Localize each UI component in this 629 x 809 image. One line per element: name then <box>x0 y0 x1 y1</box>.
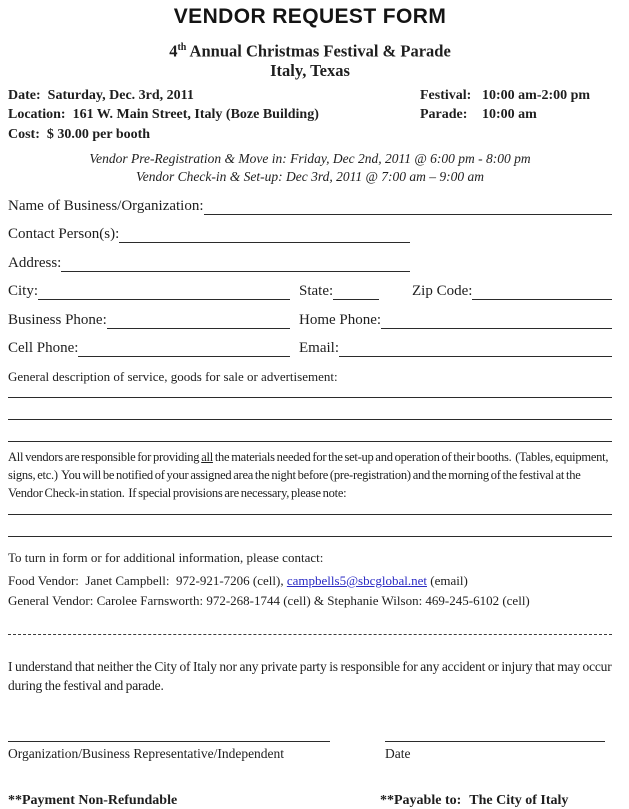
business-home-phone-row <box>8 311 612 329</box>
description-prompt: General description of service, goods for sale or advertisement: <box>8 369 338 384</box>
state-label: State: <box>299 283 334 299</box>
contact-intro: To turn in form or for additional information, please contact: <box>8 550 324 565</box>
cost-value: $ 30.00 per booth <box>46 126 151 142</box>
payable-to-label: **Payable to: <box>380 793 462 808</box>
checkin-line2: Vendor Check-in & Set-up: Dec 3rd, 2011 @ 7:00 am – 9:00 am <box>136 169 484 184</box>
city-field <box>8 283 290 300</box>
date-signature-label: Date <box>385 746 411 761</box>
liability-disclaimer: I understand that neither the City of Italy nor any private party is responsible for any accident or injury that may occur during the festival and parade. <box>8 659 612 693</box>
city-label: City: <box>8 283 39 299</box>
home-phone-label: Home Phone: <box>299 311 382 328</box>
paragraph-text-before: All vendors are responsible for providing <box>8 450 202 464</box>
representative-signature-block <box>8 741 330 762</box>
address-label: Address: <box>8 254 62 271</box>
preregistration-notes <box>8 150 612 186</box>
payment-nonrefundable-note: **Payment Non-Refundable <box>8 793 178 808</box>
representative-signature-label: Organization/Business Representative/Independent <box>8 746 285 761</box>
page-title: VENDOR REQUEST FORM <box>173 5 447 28</box>
preregistration-line1: Vendor Pre-Registration & Move in: Friday, Dec 2nd, 2011 @ 6:00 pm - 8:00 pm <box>89 151 531 166</box>
festival-value: 10:00 am-2:00 pm <box>482 87 591 103</box>
address-blank-line <box>61 258 410 272</box>
cost-line <box>8 125 420 145</box>
payable-to-value: The City of Italy <box>469 793 569 808</box>
dashed-separator <box>8 634 612 635</box>
zip-blank-line <box>472 286 612 300</box>
parade-time-line <box>420 105 612 125</box>
date-line <box>8 86 420 106</box>
email-blank-line <box>339 343 612 357</box>
zip-field <box>412 283 612 300</box>
address-row <box>8 254 410 272</box>
event-info-grid <box>8 86 612 145</box>
signature-section <box>8 741 612 762</box>
special-provisions-blank-line-1 <box>8 502 612 515</box>
city-blank-line <box>38 286 290 300</box>
cell-phone-field <box>8 340 290 357</box>
contact-person-blank-line <box>119 229 410 243</box>
home-phone-field <box>299 312 612 329</box>
description-blank-line-3 <box>8 420 612 442</box>
food-vendor-contact-line <box>8 571 612 591</box>
paragraph-text-after: the materials needed for the set-up and operation of their booths. (Tables, equipment, signs, etc.) You will be notified of your assigned area the night before (pre-registration) and the morning of the festival at the Vendor Check-in station. If special provisions are necessary, please note: <box>8 450 611 500</box>
business-name-blank-line <box>204 201 612 215</box>
description-blank-line-1 <box>8 385 612 398</box>
description-blank-line-2 <box>8 398 612 420</box>
state-blank-line <box>333 286 379 300</box>
business-phone-label: Business Phone: <box>8 311 107 328</box>
special-provisions-blank-line-2 <box>8 515 612 537</box>
location-line <box>8 105 420 125</box>
cell-phone-label: Cell Phone: <box>8 340 79 356</box>
subtitle-number: 4 <box>169 41 178 61</box>
underlined-word-all: all <box>201 450 213 464</box>
home-phone-blank-line <box>381 315 612 329</box>
email-field <box>299 340 612 357</box>
zip-label: Zip Code: <box>412 283 473 299</box>
footer-notes <box>8 793 612 809</box>
food-vendor-text-after: (email) <box>427 573 468 588</box>
date-label: Date: <box>8 87 41 103</box>
subtitle-ordinal-suffix: th <box>177 42 187 53</box>
cell-phone-email-row <box>8 339 612 357</box>
business-name-label: Name of Business/Organization: <box>8 197 204 214</box>
date-signature-block <box>385 741 605 762</box>
food-vendor-email-link[interactable]: campbells5@sbcglobal.net <box>286 573 427 588</box>
representative-signature-line <box>8 741 330 742</box>
event-location-subtitle: Italy, Texas <box>270 60 350 80</box>
festival-label: Festival: <box>420 87 472 103</box>
date-value: Saturday, Dec. 3rd, 2011 <box>47 87 194 103</box>
food-vendor-text: Food Vendor: Janet Campbell: 972-921-7206 (cell), <box>8 573 287 588</box>
location-value: 161 W. Main Street, Italy (Boze Building) <box>72 107 319 122</box>
contact-person-row <box>8 225 410 243</box>
general-vendor-contact-line: General Vendor: Carolee Farnsworth: 972-268-1744 (cell) & Stephanie Wilson: 469-245-6102 (cell) <box>8 592 530 608</box>
contact-person-label: Contact Person(s): <box>8 226 120 242</box>
payable-to-note <box>380 793 568 809</box>
business-phone-field <box>8 312 290 329</box>
parade-value: 10:00 am <box>482 107 537 122</box>
parade-label: Parade: <box>420 107 468 122</box>
city-state-zip-row <box>8 282 612 300</box>
cost-label: Cost: <box>8 126 40 142</box>
date-signature-line <box>385 741 605 742</box>
state-field <box>299 283 379 300</box>
email-label: Email: <box>299 340 339 356</box>
cell-phone-blank-line <box>78 343 290 357</box>
vendor-responsibility-paragraph <box>8 448 612 502</box>
business-phone-blank-line <box>107 315 290 329</box>
festival-time-line <box>420 86 612 106</box>
location-label: Location: <box>8 107 66 122</box>
business-name-row <box>8 197 612 215</box>
event-subtitle <box>8 38 612 61</box>
subtitle-text: Annual Christmas Festival & Parade <box>186 41 451 61</box>
